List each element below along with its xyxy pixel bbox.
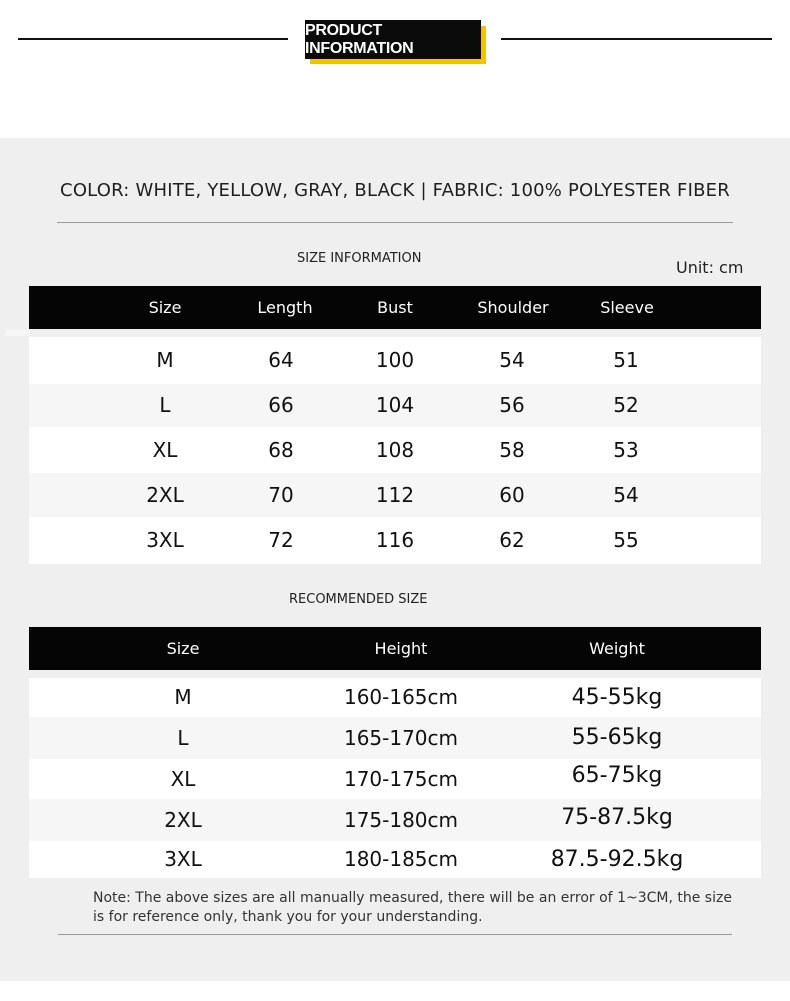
cell-weight: 45-55kg	[571, 685, 663, 710]
cell-shoulder: 54	[499, 348, 525, 372]
cell-weight: 75-87.5kg	[561, 805, 673, 830]
cell-size: L	[177, 726, 189, 750]
table-row	[29, 384, 761, 427]
cell-shoulder: 58	[499, 438, 525, 462]
table-row	[29, 337, 761, 384]
col-header-height: Height	[374, 639, 428, 658]
cell-height: 170-175cm	[343, 767, 459, 791]
table-row	[29, 517, 761, 564]
cell-sleeve: 52	[613, 393, 639, 417]
cell-weight: 65-75kg	[571, 763, 663, 788]
cell-size: XL	[152, 438, 178, 462]
col-header-size: Size	[166, 639, 200, 658]
cell-sleeve: 51	[613, 348, 639, 372]
unit-label: Unit: cm	[676, 258, 744, 277]
size-table-caption: SIZE INFORMATION	[297, 251, 422, 266]
table-row	[29, 799, 761, 841]
cell-bust: 116	[375, 528, 415, 552]
cell-size: L	[159, 393, 171, 417]
cell-length: 64	[268, 348, 294, 372]
table-row	[29, 473, 761, 517]
cell-size: 2XL	[164, 808, 202, 832]
color-fabric-line: COLOR: WHITE, YELLOW, GRAY, BLACK | FABRIC: 100% POLYESTER FIBER	[60, 180, 730, 201]
cell-size: M	[174, 685, 192, 709]
cell-length: 66	[268, 393, 294, 417]
cell-sleeve: 53	[613, 438, 639, 462]
cell-length: 70	[268, 483, 294, 507]
col-header-shoulder: Shoulder	[477, 298, 549, 317]
cell-bust: 108	[375, 438, 415, 462]
table-row	[29, 427, 761, 473]
cell-size: 3XL	[146, 528, 184, 552]
table-row	[29, 717, 761, 759]
cell-height: 165-170cm	[343, 726, 459, 750]
cell-shoulder: 62	[499, 528, 525, 552]
cell-weight: 87.5-92.5kg	[550, 847, 684, 872]
recommended-table-caption: RECOMMENDED SIZE	[289, 592, 428, 607]
header-rule-left	[18, 38, 288, 40]
cell-shoulder: 56	[499, 393, 525, 417]
cell-height: 160-165cm	[343, 685, 459, 709]
col-header-length: Length	[257, 298, 313, 317]
header-rule-right	[501, 38, 772, 40]
table-row	[29, 841, 761, 878]
cell-weight: 55-65kg	[571, 725, 663, 750]
col-header-weight: Weight	[589, 639, 645, 658]
cell-length: 72	[268, 528, 294, 552]
recommended-table-header	[29, 627, 761, 670]
cell-sleeve: 55	[613, 528, 639, 552]
col-header-bust: Bust	[377, 298, 413, 317]
cell-shoulder: 60	[499, 483, 525, 507]
measurement-note: Note: The above sizes are all manually measured, there will be an error of 1~3CM, the size is for reference only, thank you for your understanding.	[93, 890, 732, 925]
table-row	[29, 678, 761, 717]
cell-height: 175-180cm	[343, 808, 459, 832]
divider-top	[57, 222, 733, 223]
cell-bust: 100	[375, 348, 415, 372]
cell-bust: 104	[375, 393, 415, 417]
cell-height: 180-185cm	[343, 847, 459, 871]
table-row	[29, 759, 761, 799]
section-title-badge: PRODUCT INFORMATION	[305, 20, 481, 59]
cell-size: 2XL	[146, 483, 184, 507]
header-section	[0, 0, 790, 138]
cell-size: 3XL	[164, 847, 202, 871]
col-header-size: Size	[148, 298, 182, 317]
bottom-margin	[0, 981, 790, 1001]
size-table-header	[29, 286, 761, 329]
cell-size: M	[156, 348, 174, 372]
divider-bottom	[58, 934, 732, 935]
cell-bust: 112	[375, 483, 415, 507]
decorative-nick	[6, 330, 30, 336]
cell-size: XL	[170, 767, 196, 791]
col-header-sleeve: Sleeve	[600, 298, 654, 317]
cell-sleeve: 54	[613, 483, 639, 507]
cell-length: 68	[268, 438, 294, 462]
